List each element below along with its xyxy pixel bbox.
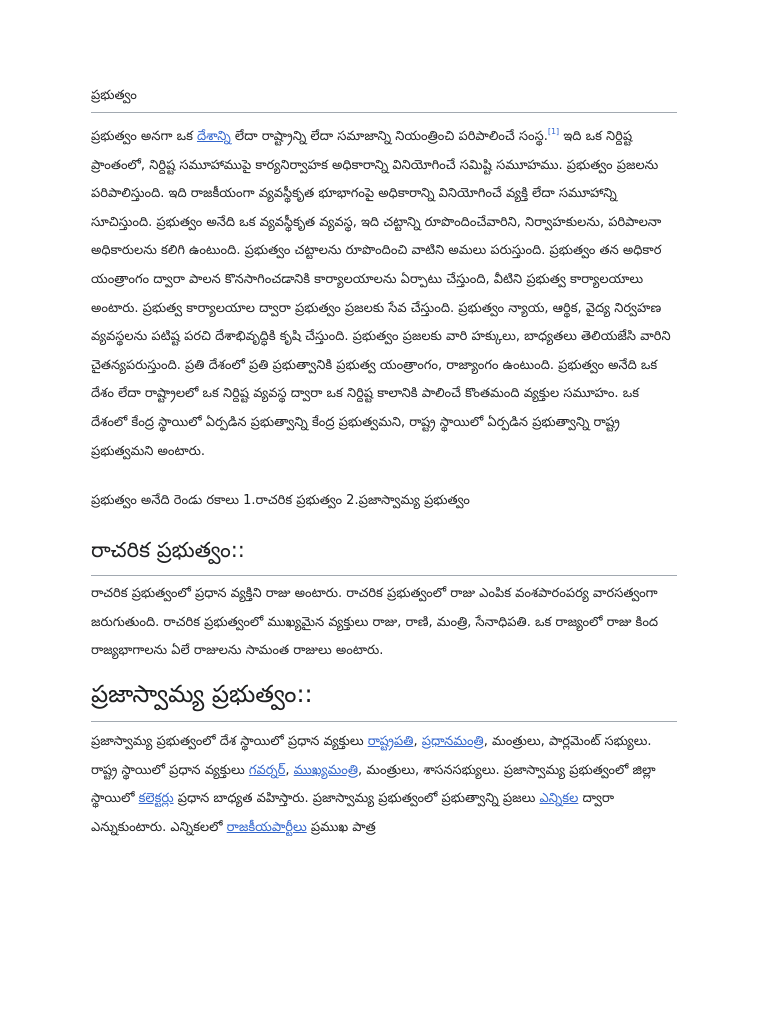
democracy-paragraph: ప్రజాస్వామ్య ప్రభుత్వంలో దేశ స్థాయిలో ప్రధాన వ్యక్తులు రాష్ట్రపతి, ప్రధానమంత్రి, మంత్రులు, పార్లమెంట్ సభ్యులు. రాష్ట్ర స్థాయిలో ప్రధాన వ్యక్తులు గవర్నర్, ముఖ్యమంత్రి, మంత్రులు, శాసనసభ్యులు. ప్రజాస్వామ్య ప్రభుత్వంలో జిల్లా స్థాయిలో కలెక్టర్లు ప్రధాన బాధ్యత వహిస్తారు. ప్రజాస్వామ్య ప్రభుత్వంలో ప్రభుత్వాన్ని ప్రజలు ఎన్నికల ద్వారా ఎన్నుకుంటారు. ఎన్నికలలో రాజకీయపార్టీలు ప్రముఖ పాత్ర bbox=[91, 734, 656, 835]
link-country[interactable]: దేశాన్ని bbox=[196, 129, 231, 144]
link-chief-minister[interactable]: ముఖ్యమంత్రి bbox=[293, 762, 359, 778]
link-collectors[interactable]: కలెక్టర్లు bbox=[138, 791, 174, 807]
divider bbox=[91, 575, 677, 576]
types-paragraph: ప్రభుత్వం అనేది రెండు రకాలు 1.రాచరిక ప్రభుత్వం 2.ప్రజాస్వామ్య ప్రభుత్వం bbox=[91, 493, 470, 508]
link-political-parties[interactable]: రాజకీయపార్టీలు bbox=[226, 819, 307, 835]
heading-democracy: ప్రజాస్వామ్య ప్రభుత్వం:: bbox=[91, 680, 313, 708]
link-elections[interactable]: ఎన్నికల bbox=[539, 791, 579, 807]
reference-1[interactable]: [1] bbox=[547, 127, 560, 136]
page-title: ప్రభుత్వం bbox=[91, 88, 137, 103]
monarchy-paragraph: రాచరిక ప్రభుత్వంలో ప్రధాన వ్యక్తిని రాజు అంటారు. రాచరిక ప్రభుత్వంలో రాజు ఎంపిక వంశపారంపర్య వారసత్వంగా జరుగుతుంది. రాచరిక ప్రభుత్వంలో ముఖ్యమైన వ్యక్తులు రాజు, రాణి, మంత్రి, సేనాధిపతి. ఒక రాజ్యంలో రాజు కింద రాజ్యభాగాలను ఏలే రాజులను సామంత రాజులు అంటారు. bbox=[91, 586, 659, 659]
link-president[interactable]: రాష్ట్రపతి bbox=[367, 734, 414, 749]
link-prime-minister[interactable]: ప్రధానమంత్రి bbox=[421, 734, 484, 749]
intro-paragraph: ప్రభుత్వం అనగా ఒక దేశాన్ని లేదా రాష్ట్రాన్ని లేదా సమాజాన్ని నియంత్రించి పరిపాలించే సంస్థ.[1] ఇది ఒక నిర్దిష్ట ప్రాంతంలో, నిర్దిష్ట సమూహాముపై కార్యనిర్వాహక అధికారాన్ని వినియోగించే సమిష్టి సమూహము. ప్రభుత్వం ప్రజలను పరిపాలిస్తుంది. ఇది రాజకీయంగా వ్యవస్థీకృత భూభాగంపై అధికారాన్ని వినియోగించే వ్యక్తి లేదా సమూహాన్ని సూచిస్తుంది. ప్రభుత్వం అనేది ఒక వ్యవస్థీకృత వ్యవస్థ, ఇది చట్టాన్ని రూపొందించేవారిని, నిర్వాహకులను, పరిపాలనా అధికారులను కలిగి ఉంటుంది. ప్రభుత్వం చట్టాలను రూపొందించి వాటిని అమలు పరుస్తుంది. ప్రభుత్వం తన అధికార యంత్రాంగం ద్వారా పాలన కొనసాగించడానికి కార్యాలయాలను ఏర్పాటు చేస్తుంది, వీటిని ప్రభుత్వ కార్యాలయాలు అంటారు. ప్రభుత్వ కార్యాలయాల ద్వారా ప్రభుత్వం ప్రజలకు సేవ చేస్తుంది. ప్రభుత్వం న్యాయ, ఆర్థిక, వైద్య నిర్వహణ వ్యవస్థలను పటిష్ట పరచి దేశాభివృద్ధికి కృషి చేస్తుంది. ప్రభుత్వం ప్రజలకు వారి హక్కులు, బాధ్యతలు తెలియజేసి వారిని చైతన్యపరుస్తుంది. ప్రతి దేశంలో ప్రతి ప్రభుత్వానికి ప్రభుత్వ యంత్రాంగం, రాజ్యాంగం ఉంటుంది. ప్రభుత్వం అనేది ఒక దేశం లేదా రాష్ట్రాలలో ఒక నిర్దిష్ట వ్యవస్థ ద్వారా ఒక నిర్దిష్ట కాలానికి పాలించే కొంతమంది వ్యక్తుల సమూహం. ఒక దేశంలో కేంద్ర స్థాయిలో ఏర్పడిన ప్రభుత్వాన్ని కేంద్ర ప్రభుత్వమని, రాష్ట్ర స్థాయిలో ఏర్పడిన ప్రభుత్వాన్ని రాష్ట్ర ప్రభుత్వమని అంటారు. bbox=[91, 127, 671, 459]
divider bbox=[91, 721, 677, 722]
divider bbox=[91, 112, 677, 113]
link-governor[interactable]: గవర్నర్ bbox=[248, 762, 286, 778]
heading-monarchy: రాచరిక ప్రభుత్వం:: bbox=[91, 538, 245, 562]
